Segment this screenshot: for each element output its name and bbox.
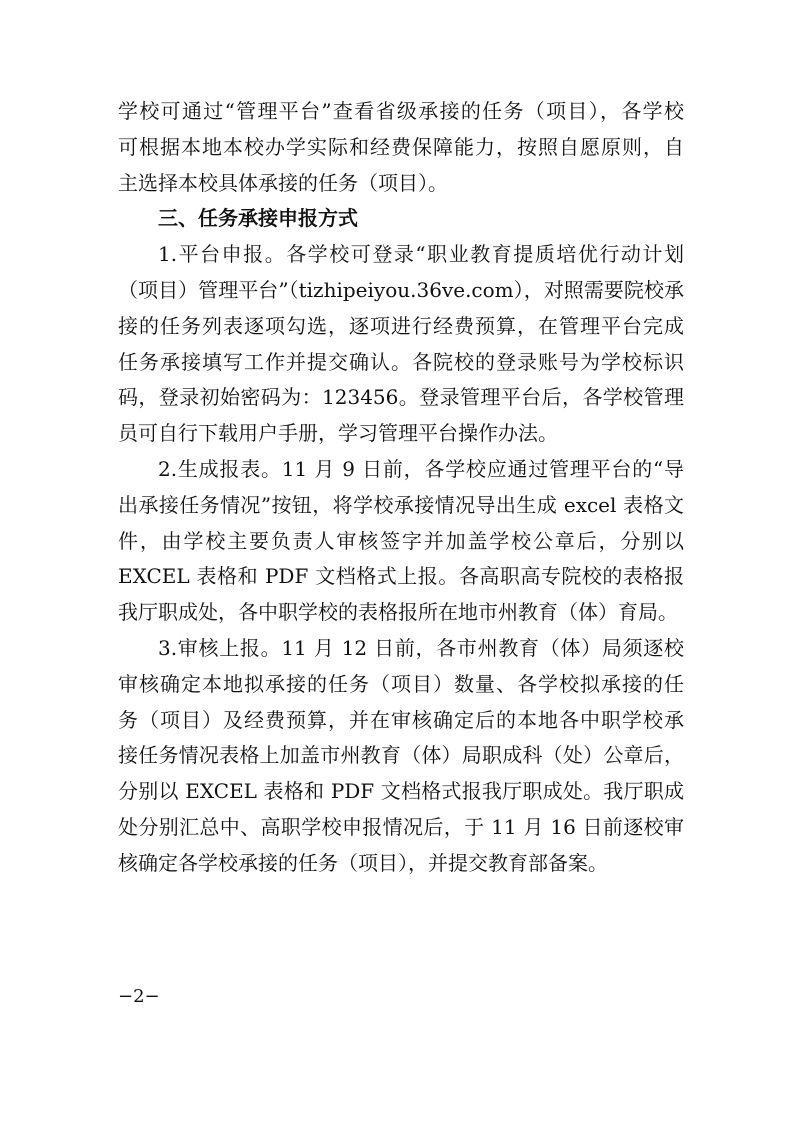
text-line: 3.审核上报。11 月 12 日前，各市州教育（体）局须逐校: [158, 635, 684, 660]
text-line: EXCEL 表格和 PDF 文档格式上报。各高职高专院校的表格报: [118, 564, 684, 589]
text-line: 学校可通过“管理平台”查看省级承接的任务（项目），各学校: [118, 99, 684, 123]
text-line: 码，登录初始密码为：123456。登录管理平台后，各学校管理: [118, 385, 684, 410]
paragraph: [118, 452, 684, 631]
document-body: [118, 94, 684, 882]
text-line: 分别以 EXCEL 表格和 PDF 文档格式报我厅职成处。我厅职成: [118, 779, 684, 804]
text-line: （项目）管理平台”（tizhipeiyou.36ve.com），对照需要院校承: [118, 277, 684, 302]
text-line: 接任务情况表格上加盖市州教育（体）局职成科（处）公章后，: [118, 743, 684, 768]
paragraph: [118, 631, 684, 882]
paragraph: [118, 94, 684, 201]
page-number: −2−: [118, 986, 160, 1007]
text-line: 三、任务承接申报方式: [158, 206, 358, 231]
text-line: 员可自行下载用户手册，学习管理平台操作办法。: [118, 421, 558, 446]
text-line: 我厅职成处，各中职学校的表格报所在地市州教育（体）育局。: [118, 600, 678, 625]
text-line: 任务承接填写工作并提交确认。各院校的登录账号为学校标识: [118, 349, 684, 374]
text-line: 1.平台申报。各学校可登录“职业教育提质培优行动计划: [158, 242, 684, 267]
section-heading: [118, 201, 684, 237]
paragraph: [118, 237, 684, 452]
text-line: 出承接任务情况”按钮，将学校承接情况导出生成 excel 表格文: [118, 492, 684, 517]
text-line: 审核确定本地拟承接的任务（项目）数量、各学校拟承接的任: [118, 671, 684, 696]
text-line: 主选择本校具体承接的任务（项目）。: [118, 170, 448, 195]
text-line: 件，由学校主要负责人审核签字并加盖学校公章后，分别以: [118, 528, 684, 553]
text-line: 接的任务列表逐项勾选，逐项进行经费预算，在管理平台完成: [118, 313, 684, 338]
text-line: 核确定各学校承接的任务（项目），并提交教育部备案。: [118, 850, 608, 875]
text-line: 处分别汇总中、高职学校申报情况后，于 11 月 16 日前逐校审: [118, 814, 684, 839]
text-line: 2.生成报表。11 月 9 日前，各学校应通过管理平台的“导: [158, 456, 684, 481]
text-line: 务（项目）及经费预算，并在审核确定后的本地各中职学校承: [118, 707, 684, 732]
text-line: 可根据本地本校办学实际和经费保障能力，按照自愿原则，自: [118, 134, 684, 159]
